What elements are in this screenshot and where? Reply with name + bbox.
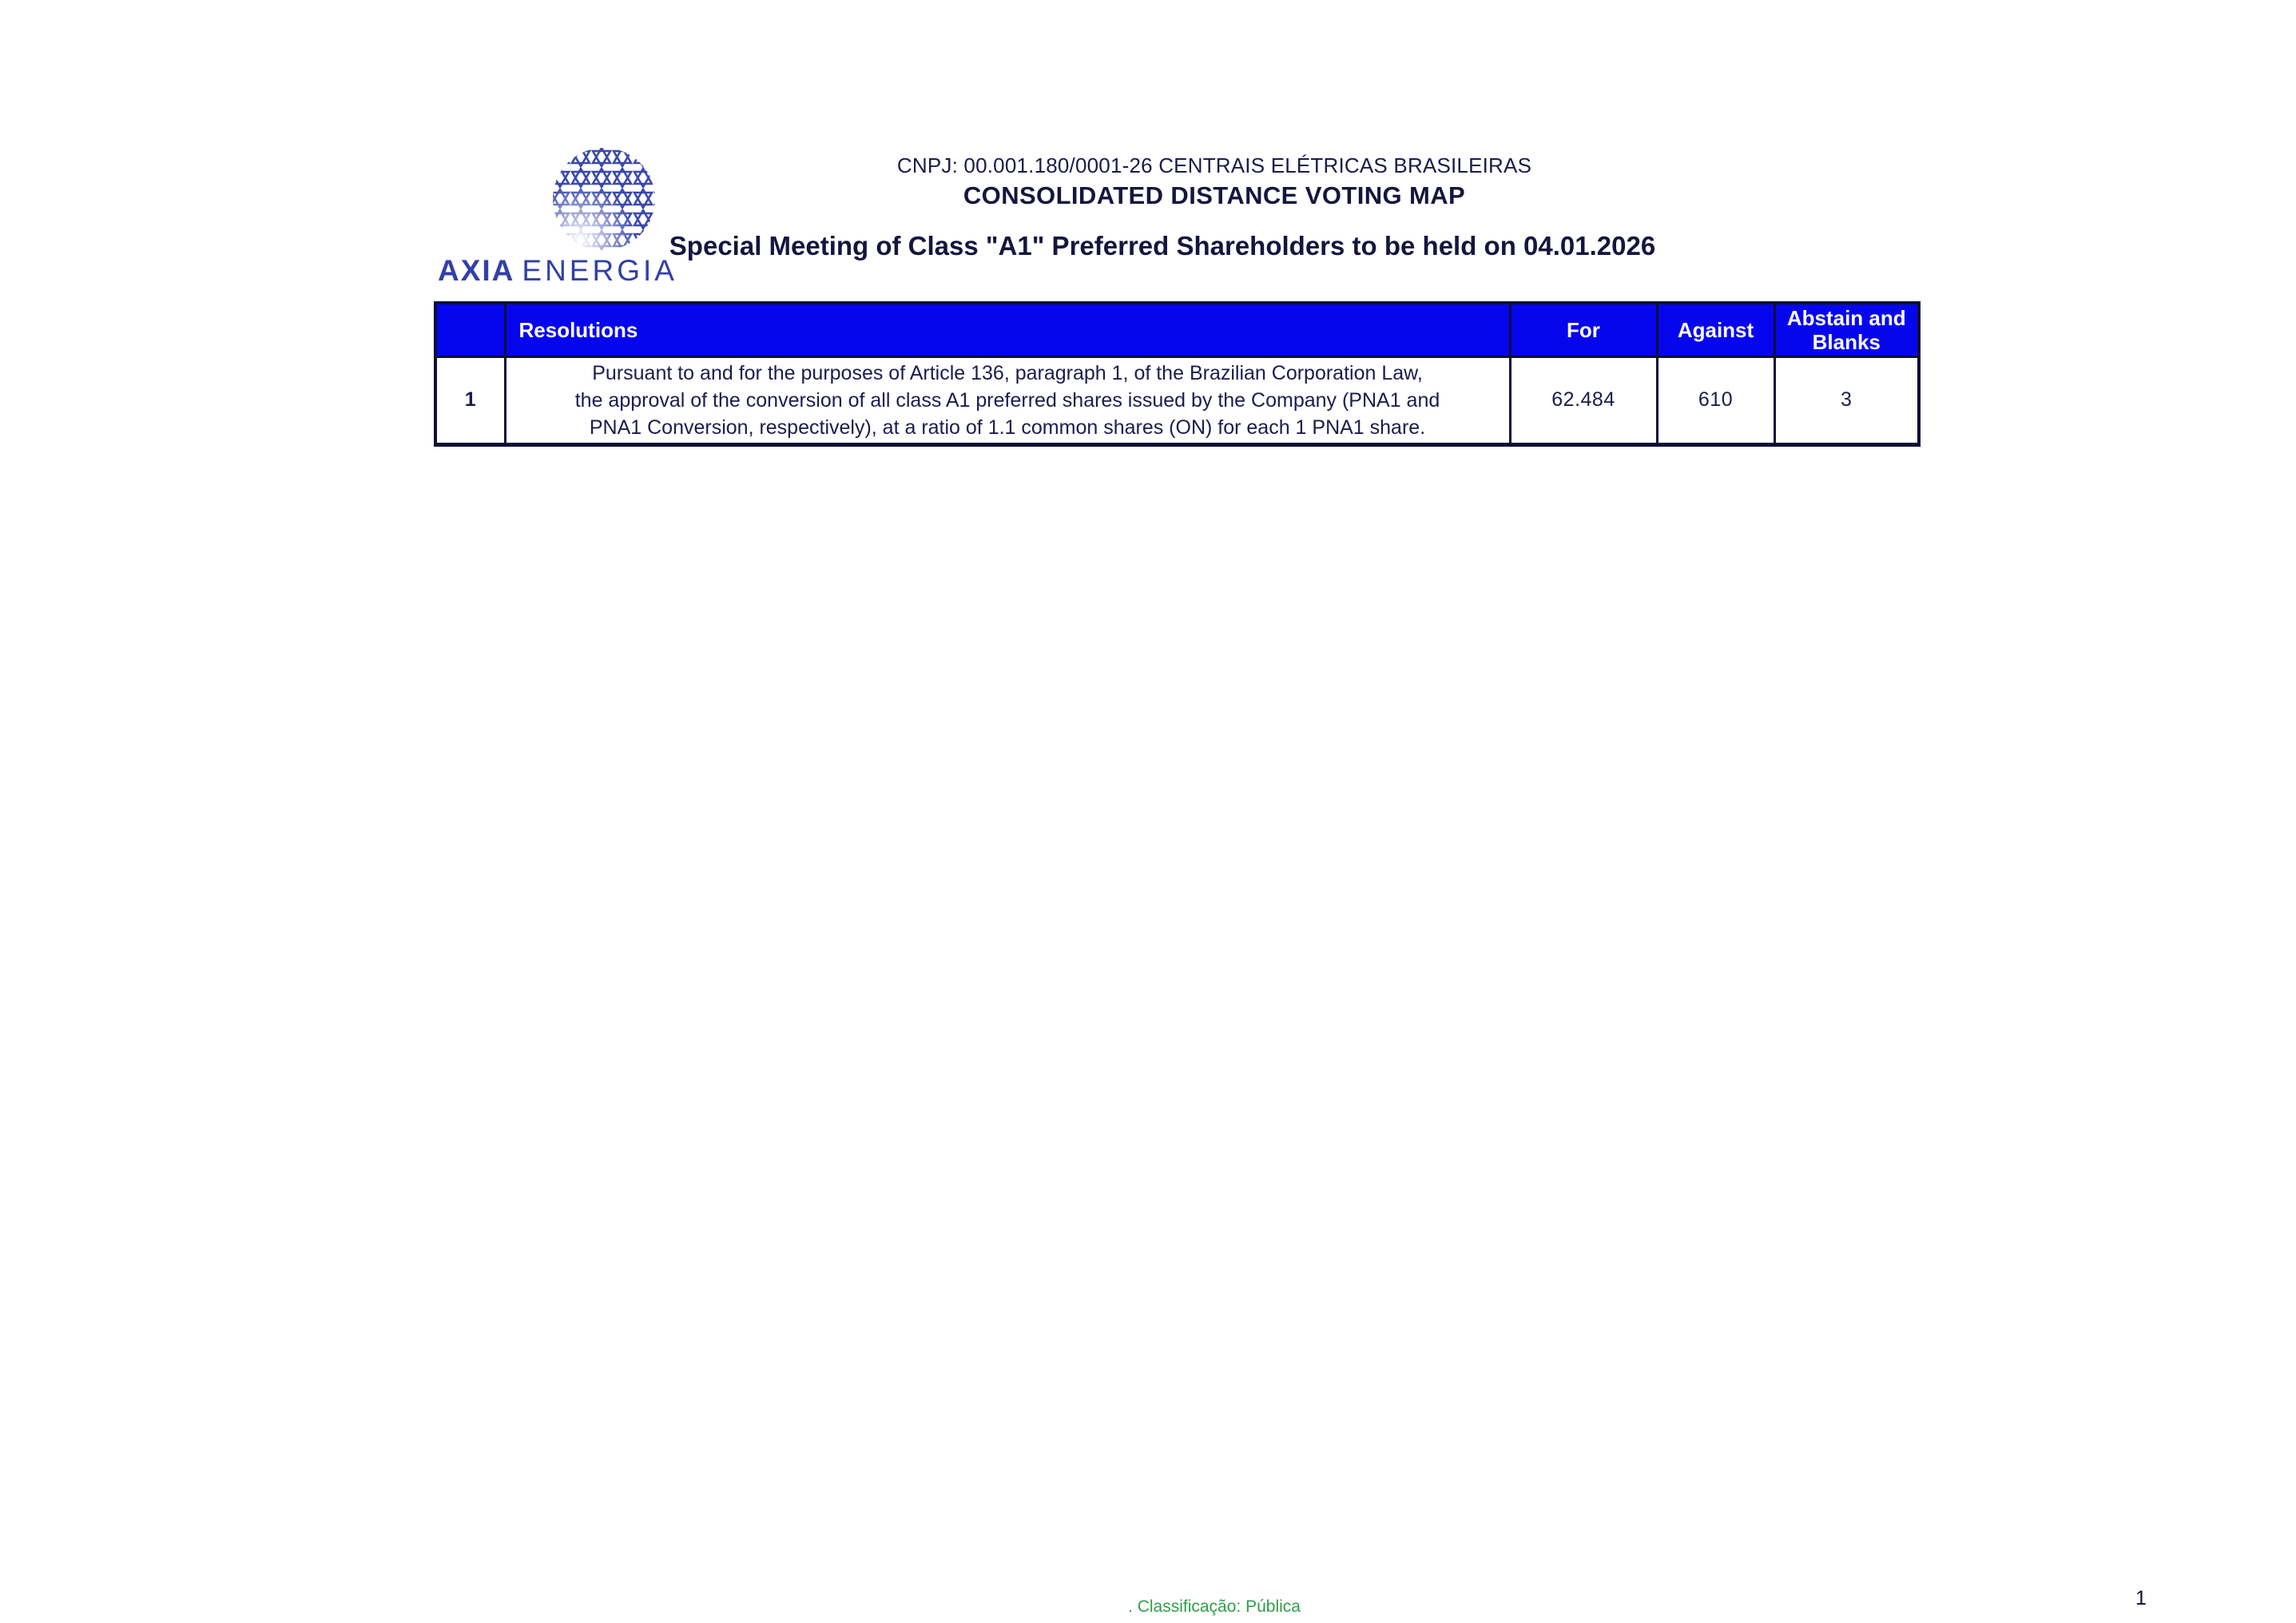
table-header-row	[435, 303, 1919, 356]
logo-word-energia: ENERGIA	[522, 254, 677, 287]
resolution-text-line: the approval of the conversion of all class A1 preferred shares issued by the Company (PNA1 and	[574, 388, 1440, 412]
voting-table-container	[434, 301, 1917, 447]
column-header-number	[435, 303, 505, 356]
resolution-text-line: PNA1 Conversion, respectively), at a ratio of 1.1 common shares (ON) for each 1 PNA1 share.	[589, 416, 1426, 439]
classification-label: . Classificação: Pública	[1128, 1597, 1301, 1616]
column-header-against: Against	[1657, 303, 1774, 356]
voting-table	[434, 301, 1921, 447]
table-row	[435, 356, 1919, 444]
cnpj-line: CNPJ: 00.001.180/0001-26 CENTRAIS ELÉTRICAS BRASILEIRAS	[896, 153, 1532, 177]
votes-abstain-blanks: 3	[1774, 356, 1919, 444]
document-title: CONSOLIDATED DISTANCE VOTING MAP	[963, 181, 1466, 209]
column-header-abstain-blanks: Abstain and Blanks	[1774, 303, 1919, 356]
resolution-number: 1	[435, 356, 505, 444]
votes-against: 610	[1657, 356, 1774, 444]
column-header-resolutions: Resolutions	[505, 303, 1510, 356]
resolution-text	[505, 356, 1510, 444]
column-header-for: For	[1510, 303, 1657, 356]
resolution-text-line: Pursuant to and for the purposes of Article 136, paragraph 1, of the Brazilian Corporation Law,	[592, 361, 1423, 384]
logo-word-axia: AXIA	[438, 254, 515, 287]
page-number: 1	[2135, 1587, 2147, 1609]
meeting-subtitle: Special Meeting of Class "A1" Preferred Shareholders to be held on 04.01.2026	[669, 231, 1656, 261]
votes-for: 62.484	[1510, 356, 1657, 444]
